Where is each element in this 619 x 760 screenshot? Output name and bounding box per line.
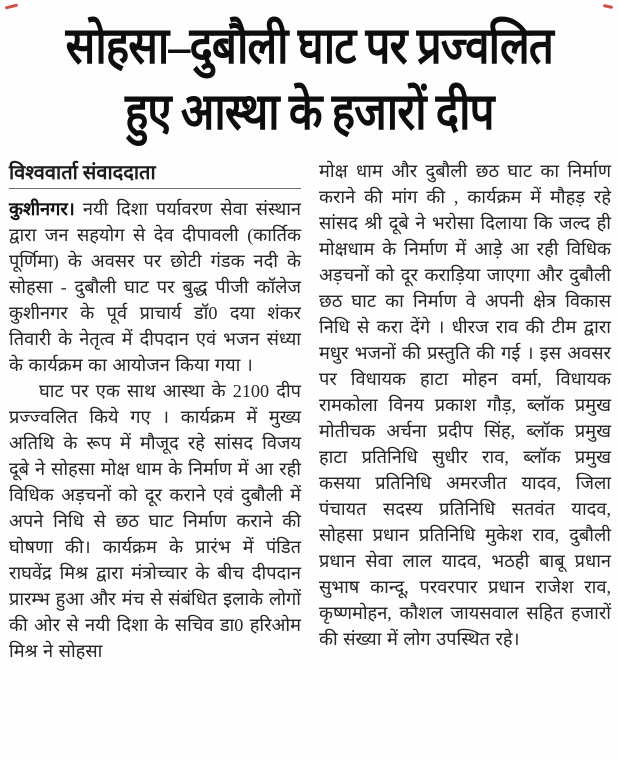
paragraph-2: घाट पर एक साथ आस्था के 2100 दीप प्रज्ज्वलित किये गए । कार्यक्रम में मुख्य अतिथि के रूप में मौजूद रहे सांसद विजय दूबे ने सोहसा मोक्ष धाम के निर्माण में आ रही विधिक अड़चनों को दूर कराने एवं दुबौली में अपने निधि से छठ घाट निर्माण कराने की घोषणा की। कार्यक्रम के प्रारंभ में पंडित राघवेंद्र मिश्र द्वारा मंत्रोच्चार के बीच दीपदान प्रारम्भ हुआ और मंच से संबंधित इलाके लोगों की ओर से नयी दिशा के सचिव डा0 हरिओम मिश्र ने सोहसा bbox=[9, 381, 301, 661]
headline-line-1: सोहसा–दुबौली घाट पर प्रज्वलित bbox=[65, 19, 554, 75]
left-column bbox=[9, 158, 301, 664]
right-column bbox=[319, 158, 611, 664]
headline-line-2: हुए आस्था के हजारों दीप bbox=[125, 85, 494, 141]
paragraph-3: मोक्ष धाम और दुबौली छठ घाट का निर्माण कराने की मांग की , कार्यक्रम में मौहड़ रहे सांसद श्री दूबे ने भरोसा दिलाया कि जल्द ही मोक्षधाम के निर्माण में आड़े आ रही विधिक अड़चनों को दूर कराड़िया जाएगा और दुबौली छठ घाट का निर्माण वे अपनी क्षेत्र विकास निधि से करा देंगे । धीरज राव की टीम द्वारा मधुर भजनों की प्रस्तुति की गई । इस अवसर पर विधायक हाटा मोहन वर्मा, विधायक रामकोला विनय प्रकाश गौड़, ब्लॉक प्रमुख मोतीचक अर्चना प्रदीप सिंह, ब्लॉक प्रमुख हाटा प्रतिनिधि सुधीर राव, ब्लॉक प्रमुख कसया प्रतिनिधि अमरजीत यादव, जिला पंचायत सदस्य प्रतिनिधि सतवंत यादव, सोहसा प्रधान प्रतिनिधि मुकेश राव, दुबौली प्रधान सेवा लाल यादव, भठही बाबू प्रधान सुभाष कान्दू, परवरपार प्रधान राजेश राव, कृष्णमोहन, कौशल जायसवाल सहित हजारों की संख्या में लोग उपस्थित रहे। bbox=[319, 161, 611, 649]
paragraph-1-text: नयी दिशा पर्यावरण सेवा संस्थान द्वारा जन सहयोग से देव दीपावली (कार्तिक पूर्णिमा) के अवसर पर छोटी गंडक नदी के सोहसा - दुबौली घाट पर बुद्ध पीजी कॉलेज कुशीनगर के पूर्व प्राचार्य डॉ0 दया शंकर तिवारी के नेतृत्व में दीपदान एवं भजन संध्या के कार्यक्रम का आयोजन किया गया । bbox=[9, 199, 301, 375]
dateline-kushinagar: कुशीनगर। bbox=[9, 199, 75, 219]
byline-row bbox=[9, 158, 301, 189]
paragraph-1 bbox=[9, 196, 301, 378]
byline: विश्ववार्ता संवाददाता bbox=[9, 162, 156, 184]
article-headline bbox=[0, 0, 619, 146]
article-body bbox=[0, 146, 619, 664]
